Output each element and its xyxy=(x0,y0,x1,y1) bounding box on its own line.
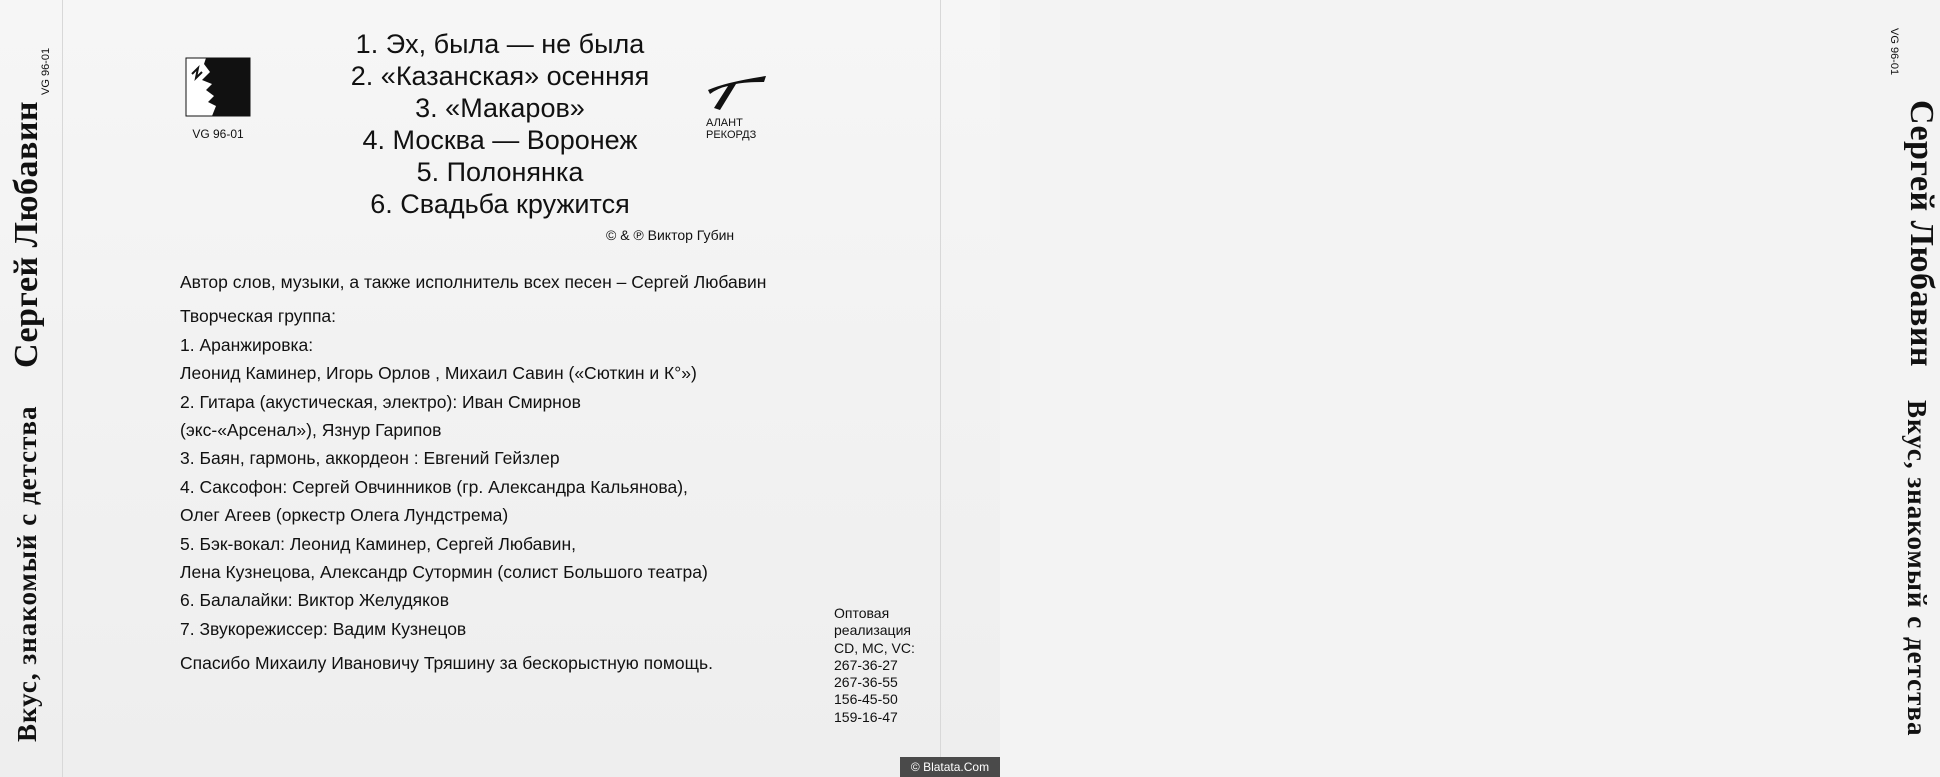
track-5: 5. Полонянка xyxy=(416,157,584,187)
spine-album-title: Вкус, знакомый с детства xyxy=(12,405,42,742)
track-2: 2. «Казанская» осенняя xyxy=(350,61,650,91)
phone-number: 156-45-50 xyxy=(834,691,898,708)
thanks-note: Спасибо Михаилу Ивановичу Тряшину за бескорыстную помощь. xyxy=(180,653,713,674)
spine-catalog: VG 96-01 xyxy=(1888,28,1900,76)
copyright-notice: © & ℗ Виктор Губин xyxy=(606,227,735,243)
credit-line: Леонид Каминер, Игорь Орлов , Михаил Савин («Сюткин и К°») xyxy=(180,363,697,384)
author-credit: Автор слов, музыки, а также исполнитель всех песен – Сергей Любавин xyxy=(180,272,767,292)
credit-line: 7. Звукорежиссер: Вадим Кузнецов xyxy=(180,618,467,639)
logo-catalog-number: VG 96-01 xyxy=(192,127,244,141)
spine-fold-left xyxy=(62,0,63,777)
site-watermark: © Blatata.Com xyxy=(900,757,1000,777)
wholesale-label: CD, MC, VC: xyxy=(834,639,915,656)
credit-line: 6. Балалайки: Виктор Желудяков xyxy=(180,590,449,611)
phone-number: 159-16-47 xyxy=(834,708,898,725)
track-6: 6. Свадьба кружится xyxy=(370,189,630,219)
talant-logo-line2: РЕКОРДЗ xyxy=(706,129,757,141)
left-spine xyxy=(0,0,62,777)
credit-line: 4. Саксофон: Сергей Овчинников (гр. Александра Кальянова), xyxy=(180,476,688,497)
spine-catalog: VG 96-01 xyxy=(40,47,52,95)
record-label-logo xyxy=(186,58,250,141)
creative-group-title: Творческая группа: xyxy=(180,306,337,327)
wholesale-info xyxy=(834,605,915,726)
credit-line: 3. Баян, гармонь, аккордеон : Евгений Гейзлер xyxy=(180,448,560,469)
credit-line: 1. Аранжировка: xyxy=(180,334,314,355)
track-list xyxy=(250,28,750,220)
credits-block xyxy=(180,268,800,677)
wholesale-label: Оптовая xyxy=(834,605,890,621)
talant-logo-line1: АЛАНТ xyxy=(706,117,743,129)
spine-artist: Сергей Любавин xyxy=(8,101,45,368)
track-3: 3. «Макаров» xyxy=(415,93,585,123)
spine-artist: Сергей Любавин xyxy=(1903,100,1940,367)
right-spine xyxy=(940,0,1940,777)
phone-number: 267-36-27 xyxy=(834,656,898,673)
credit-line: 2. Гитара (акустическая, электро): Иван Смирнов xyxy=(180,391,581,412)
credit-line: (экс-«Арсенал»), Язнур Гарипов xyxy=(180,419,442,440)
singer-profile-icon xyxy=(186,58,250,116)
credit-line: Лена Кузнецова, Александр Сутормин (солист Большого театра) xyxy=(180,561,708,582)
credit-line: 5. Бэк-вокал: Леонид Каминер, Сергей Любавин, xyxy=(180,533,576,554)
phone-number: 267-36-55 xyxy=(834,674,898,691)
wholesale-label: реализация xyxy=(834,622,911,639)
credit-line: Олег Агеев (оркестр Олега Лундстрема) xyxy=(180,505,509,526)
track-4: 4. Москва — Воронеж xyxy=(362,125,638,155)
track-1: 1. Эх, была — не была xyxy=(355,29,645,59)
spine-album-title: Вкус, знакомый с детства xyxy=(1902,400,1932,737)
